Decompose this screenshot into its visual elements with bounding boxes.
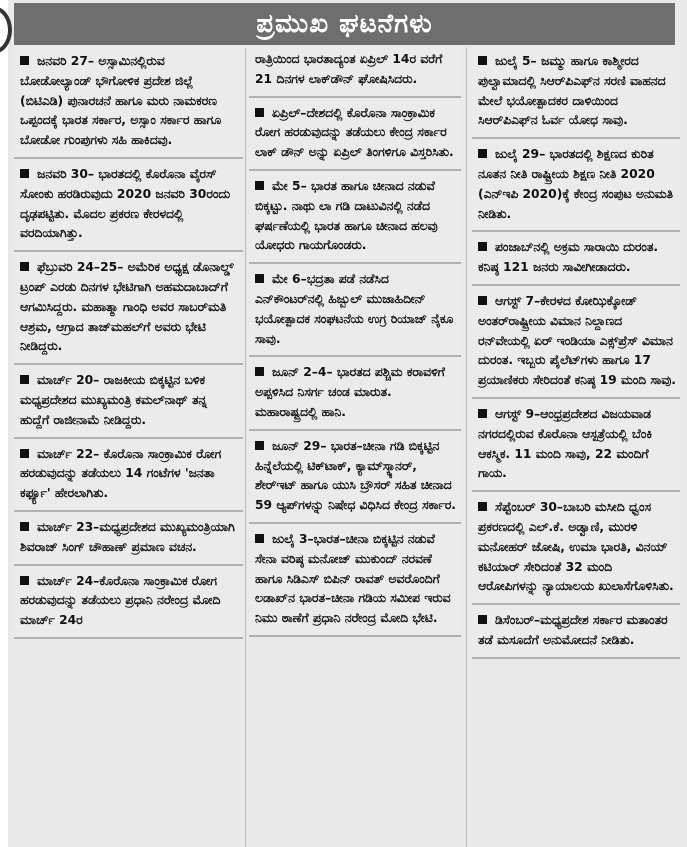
entry-text: ಮೇ 6–ಭದ್ರತಾ ಪಡೆ ನಡೆಸಿದ ಎನ್‌ಕೌಂಟರ್‌ನಲ್ಲಿ ಹಿಜ್ಬುಲ್ ಮುಜಾಹಿದೀನ್ ಭಯೋತ್ಪಾದಕ ಸಂಘಟನೆಯ ಉಗ್ರ ರಿಯಾಜ್ ನೈಕೂ ಸಾವು.: [255, 272, 454, 346]
square-bullet-icon: [478, 149, 487, 158]
news-entry: [472, 139, 680, 232]
square-bullet-icon: [20, 522, 29, 531]
square-bullet-icon: [478, 56, 487, 65]
entry-text: ಆಗಸ್ಟ್ 9–ಆಂಧ್ರಪ್ರದೇಶದ ವಿಜಯವಾಡ ನಗರದಲ್ಲಿರುವ ಕೊರೊನಾ ಆಸ್ಪತ್ರೆಯಲ್ಲಿ ಬೆಂಕಿ ಆಕಸ್ಮಿಕ. 11 ಮಂದಿ ಸಾವು, 22 ಮಂದಿಗೆ ಗಾಯ.: [478, 406, 652, 481]
news-entry: [472, 286, 680, 399]
news-entry: [14, 439, 243, 512]
square-bullet-icon: [255, 274, 264, 283]
entry-text: ಪಂಜಾಬ್‌ನಲ್ಲಿ ಅಕ್ರಮ ಸಾರಾಯಿ ದುರಂತ. ಕನಿಷ್ಠ 121 ಜನರು ಸಾವೀಗೀಡಾದರು.: [478, 240, 659, 275]
left-edge-fragment: [0, 0, 8, 847]
square-bullet-icon: [20, 262, 29, 271]
entry-text: ರಾತ್ರಿಯಿಂದ ಭಾರತಾದ್ಯಂತ ಏಪ್ರಿಲ್ 14ರ ವರೆಗೆ 21 ದಿನಗಳ ಲಾಕ್‌ಡೌನ್ ಘೋಷಿಸಿದರು.: [255, 52, 443, 86]
news-entry: [14, 46, 243, 159]
entry-text: ಜೂನ್ 29– ಭಾರತ–ಚೀನಾ ಗಡಿ ಬಿಕ್ಕಟ್ಟಿನ ಹಿನ್ನೆಲೆಯಲ್ಲಿ ಟಿಕ್‌ಟಾಕ್, ಕ್ಯಾಮ್‌ಸ್ಕ್ಯಾನರ್, ಶೇರ್‌ಇಟ್ ಹಾಗೂ ಯುಸಿ ಬ್ರೌಸರ್ ಸಹಿತ ಚೀನಾದ 59 ಆ್ಯಪ್‌ಗಳನ್ನು ನಿಷೇಧ ವಿಧಿಸಿದ ಕೇಂದ್ರ ಸರ್ಕಾರ.: [255, 438, 456, 513]
entry-text: ಮಾರ್ಚ್ 20– ರಾಜಕೀಯ ಬಿಕ್ಕಟ್ಟಿನ ಬಳಿಕ ಮಧ್ಯಪ್ರದೇಶದ ಮುಖ್ಯಮಂತ್ರಿ ಕಮಲ್‌ನಾಥ್ ತನ್ನ ಹುದ್ದೆಗೆ ರಾಜೀನಾಮೆ ನೀಡಿದ್ದರು.: [20, 373, 207, 427]
entry-text: ಮಾರ್ಚ್ 23–ಮಧ್ಯಪ್ರದೇಶದ ಮುಖ್ಯಮಂತ್ರಿಯಾಗಿ ಶಿವರಾಜ್ ಸಿಂಗ್ ಚೌಹಾಣ್ ಪ್ರಮಾಣ ವಚನ.: [20, 519, 235, 554]
column-2: [249, 46, 461, 847]
square-bullet-icon: [20, 576, 29, 585]
entry-text: ಜುಲೈ 5– ಜಮ್ಮು ಹಾಗೂ ಕಾಶ್ಮೀರದ ಪುಲ್ವಾಮಾದಲ್ಲಿ ಸಿಆರ್‌ಪಿಎಫ್‌ನ ಸರಣಿ ವಾಹನದ ಮೇಲೆ ಭಯೋತ್ಪಾದಕರ ದಾಳಿಯಿಂದ ಸಿಆರ್‌ಪಿಎಫ್‌ನ ಓರ್ವ ಯೋಧ ಸಾವು.: [478, 54, 666, 128]
column-3: [472, 46, 680, 847]
entry-text: ಜೂನ್ 2–4– ಭಾರತದ ಪಶ್ಚಿಮ ಕರಾವಳಿಗೆ ಅಪ್ಪಳಿಸಿದ ನಿಸರ್ಗ ಚಂಡ ಮಾರುತ. ಮಹಾರಾಷ್ಟ್ರದಲ್ಲಿ ಹಾನಿ.: [255, 365, 445, 419]
square-bullet-icon: [478, 502, 487, 511]
page-title: ಪ್ರಮುಖ ಘಟನೆಗಳು: [14, 3, 675, 45]
entry-text: ಜುಲೈ 29– ಭಾರತದಲ್ಲಿ ಶಿಕ್ಷಣದ ಕುರಿತ ನೂತನ ನೀತಿ ರಾಷ್ಟ್ರೀಯ ಶಿಕ್ಷಣ ನೀತಿ 2020 (ಎನ್‌ಇಪಿ 2020)ಕ್ಕೆ ಕೇಂದ್ರ ಸಂಪುಟ ಅನುಮತಿ ನೀಡಿತು.: [478, 147, 673, 221]
square-bullet-icon: [255, 534, 264, 543]
news-entry: [14, 159, 243, 252]
news-entry: [249, 46, 461, 98]
entry-text: ಸೆಪ್ಟೆಂಬರ್ 30–ಬಾಬರಿ ಮಸೀದಿ ಧ್ವಂಸ ಪ್ರಕರಣದಲ್ಲಿ ಎಲ್.ಕೆ. ಅಡ್ವಾಣಿ, ಮುರಳಿ ಮನೋಹರ್ ಜೋಷಿ, ಉಮಾ ಭಾರತಿ, ವಿನಯ್ ಕಟಿಯಾರ್ ಸೇರಿದಂತೆ 32 ಮಂದಿ ಆರೋಪಿಗಳನ್ನು ನ್ಯಾಯಾಲಯ ಖುಲಾಸೆಗೊಳಿಸಿತು.: [478, 500, 674, 594]
entry-text: ಜನವರಿ 27– ಅಸ್ಸಾಮಿನಲ್ಲಿರುವ ಬೋಡೋಲ್ಯಾಂಡ್ ಭೌಗೋಳಿಕ ಪ್ರದೇಶ ಜಿಲ್ಲೆ (ಬಿಟಿಎಡಿ) ಪುನಾರಚನೆ ಹಾಗೂ ಮರು ನಾಮಕರಣ ಒಪ್ಪಂದಕ್ಕೆ ಭಾರತ ಸರ್ಕಾರ, ಅಸ್ಸಾಂ ಸರ್ಕಾರ ಹಾಗೂ ಬೋಡೋ ಗುಂಪುಗಳು ಸಹಿ ಹಾಕಿದವು.: [20, 54, 222, 148]
news-entry: [14, 566, 243, 639]
entry-text: ಫೆಬ್ರುವರಿ 24–25– ಅಮೆರಿಕ ಅಧ್ಯಕ್ಷ ಡೊನಾಲ್ಡ್ ಟ್ರಂಪ್ ಎರಡು ದಿನಗಳ ಭೇಟಿಗಾಗಿ ಅಹಮದಾಬಾದ್‌ಗೆ ಆಗಮಿಸಿದ್ದರು. ಮಹಾತ್ಮಾ ಗಾಂಧಿ ಅವರ ಸಾಬರ್‌ಮತಿ ಆಶ್ರಮ, ಆಗ್ರಾದ ತಾಜ್‌ಮಹಲ್‌ಗೆ ಅವರು ಭೇಟಿ ನೀಡಿದ್ದರು.: [20, 260, 234, 354]
entry-text: ಆಗಸ್ಟ್ 7–ಕೇರಳದ ಕೋಝಿಕ್ಕೋಡ್ ಅಂತರ್‌ರಾಷ್ಟ್ರೀಯ ವಿಮಾನ ನಿಲ್ದಾಣದ ರನ್‌ವೇಯಲ್ಲಿ ಏರ್ ಇಂಡಿಯಾ ಎಕ್ಸ್‌ಪ್ರೆಸ್ ವಿಮಾನ ದುರಂತ. ಇಬ್ಬರು ಪೈಲೆಟ್‌ಗಳು ಹಾಗೂ 17 ಪ್ರಯಾಣಿಕರು ಸೇರಿದಂತೆ ಕನಿಷ್ಠ 19 ಮಂದಿ ಸಾವು.: [478, 293, 676, 388]
square-bullet-icon: [255, 108, 264, 117]
square-bullet-icon: [478, 296, 487, 305]
column-divider: [466, 48, 467, 847]
square-bullet-icon: [20, 169, 29, 178]
news-entry: [14, 252, 243, 365]
entry-text: ಮಾರ್ಚ್ 22– ಕೊರೊನಾ ಸಾಂಕ್ರಾಮಿಕ ರೋಗ ಹರಡುವುದನ್ನು ತಡೆಯಲು 14 ಗಂಟೆಗಳ 'ಜನತಾ ಕರ್ಫ್ಯೂ' ಹೇರಲಾಗಿತು.: [20, 446, 222, 501]
square-bullet-icon: [255, 181, 264, 190]
news-entry: [14, 512, 243, 566]
news-entry: [249, 431, 461, 524]
square-bullet-icon: [478, 409, 487, 418]
square-bullet-icon: [20, 449, 29, 458]
square-bullet-icon: [255, 441, 264, 450]
square-bullet-icon: [20, 375, 29, 384]
entry-text: ಡಿಸೆಂಬರ್–ಮಧ್ಯಪ್ರದೇಶ ಸರ್ಕಾರ ಮತಾಂತರ ತಡೆ ಮಸೂದೆಗೆ ಅನುಮೋದನೆ ನೀಡಿತು.: [478, 613, 668, 647]
news-entry: [472, 232, 680, 286]
cropped-ornament: [0, 6, 12, 54]
entry-text: ಮೇ 5– ಭಾರತ ಹಾಗೂ ಚೀನಾದ ನಡುವೆ ಬಿಕ್ಕಟ್ಟು. ನಾಥು ಲಾ ಗಡಿ ದಾಟುವಿನಲ್ಲಿ ನಡೆದ ಘರ್ಷಣೆಯಲ್ಲಿ ಭಾರತ ಹಾಗೂ ಚೀನಾದ ಹಲವು ಯೋಧರು ಗಾಯಗೊಂಡರು.: [255, 178, 438, 253]
news-entry: [249, 98, 461, 171]
news-entry: [249, 171, 461, 264]
news-entry: [249, 357, 461, 430]
column-1: [14, 46, 243, 847]
entry-text: ಜುಲೈ 3–ಭಾರತ–ಚೀನಾ ಬಿಕ್ಕಟ್ಟಿನ ನಡುವೆ ಸೇನಾ ವರಿಷ್ಠ ಮನೋಜ್ ಮುಕುಂದ್ ನರವಣೆ ಹಾಗೂ ಸಿಡಿಎಸ್ ಬಿಪಿನ್ ರಾವತ್ ಅವರೊಂದಿಗೆ ಲಡಾಖ್‌ನ ಭಾರತ–ಚೀನಾ ಗಡಿಯ ಸಮೀಪ ಇರುವ ನಿಮು ಠಾಣೆಗೆ ಪ್ರಧಾನಿ ನರೇಂದ್ರ ಮೋದಿ ಭೇಟಿ.: [255, 531, 451, 626]
news-entry: [249, 264, 461, 357]
entry-text: ಏಪ್ರಿಲ್–ದೇಶದಲ್ಲಿ ಕೊರೊನಾ ಸಾಂಕ್ರಾಮಿಕ ರೋಗ ಹರಡುವುದನ್ನು ತಡೆಯಲು ಕೇಂದ್ರ ಸರ್ಕಾರ ಲಾಕ್ ಡೌನ್ ಅನ್ನು ಏಪ್ರಿಲ್ ತಿಂಗಳಿಗೂ ವಿಸ್ತರಿಸಿತು.: [255, 105, 454, 160]
square-bullet-icon: [20, 56, 29, 65]
news-entry: [472, 399, 680, 492]
entry-text: ಮಾರ್ಚ್ 24–ಕೊರೊನಾ ಸಾಂಕ್ರಾಮಿಕ ರೋಗ ಹರಡುವುದನ್ನು ತಡೆಯಲು ಪ್ರಧಾನಿ ನರೇಂದ್ರ ಮೋದಿ ಮಾರ್ಚ್ 24ರ: [20, 573, 221, 628]
news-entry: [472, 492, 680, 605]
news-entry: [14, 365, 243, 438]
news-entry: [472, 46, 680, 139]
square-bullet-icon: [478, 615, 487, 624]
entry-text: ಜನವರಿ 30– ಭಾರತದಲ್ಲಿ ಕೊರೊನಾ ವೈರಸ್ ಸೋಂಕು ಹರಡಿರುವುದು 2020 ಜನವರಿ 30ರಂದು ದೃಢಪಟ್ಟಿತು. ಮೊದಲ ಪ್ರಕರಣ ಕೇರಳದಲ್ಲಿ ವರದಿಯಾಗಿತ್ತು.: [20, 166, 231, 241]
column-divider: [245, 48, 246, 847]
square-bullet-icon: [478, 242, 487, 251]
news-entry: [472, 605, 680, 659]
square-bullet-icon: [255, 367, 264, 376]
news-entry: [249, 524, 461, 637]
